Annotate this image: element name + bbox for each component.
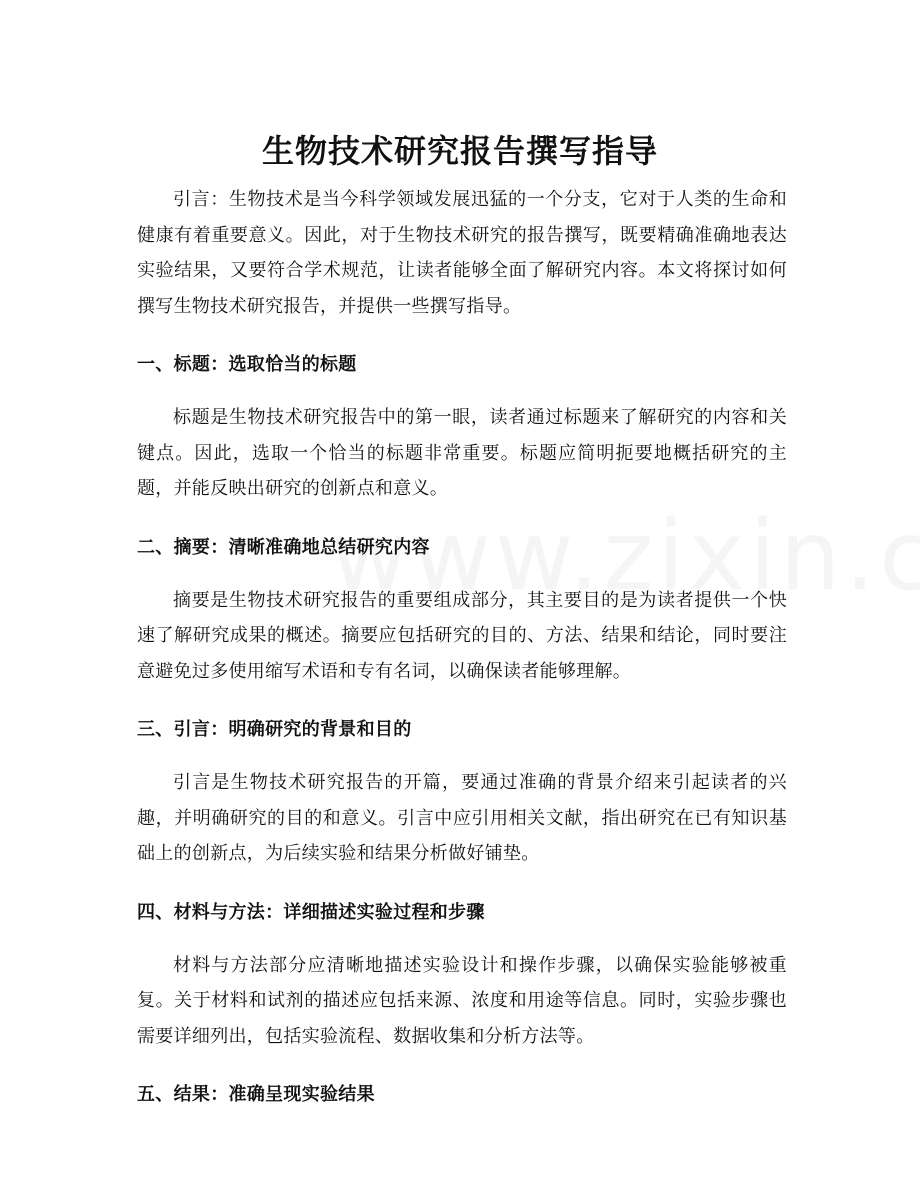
section-body-title: 标题是生物技术研究报告中的第一眼，读者通过标题来了解研究的内容和关键点。因此，选取一个恰当的标题非常重要。标题应简明扼要地概括研究的主题，并能反映出研究的创新点和意义。: [137, 407, 787, 499]
section-heading-title: 一、标题：选取恰当的标题: [137, 354, 357, 375]
section-heading-results: 五、结果：准确呈现实验结果: [137, 1084, 375, 1105]
section-heading-abstract: 二、摘要：清晰准确地总结研究内容: [137, 536, 430, 558]
section-body-methods: 材料与方法部分应清晰地描述实验设计和操作步骤，以确保实验能够被重复。关于材料和试剂的描述应包括来源、浓度和用途等信息。同时，实验步骤也需要详细列出，包括实验流程、数据收集和分析方法等。: [137, 954, 787, 1047]
section-heading-introduction: 三、引言：明确研究的背景和目的: [137, 719, 412, 740]
section-heading-methods: 四、材料与方法：详细描述实验过程和步骤: [137, 901, 485, 923]
page-title: 生物技术研究报告撰写指导: [261, 132, 658, 171]
document-body: [137, 182, 787, 1107]
section-body-introduction: 引言是生物技术研究报告的开篇，要通过准确的背景介绍来引起读者的兴趣，并明确研究的目的和意义。引言中应引用相关文献，指出研究在已有知识基础上的创新点，为后续实验和结果分析做好铺垫。: [137, 772, 787, 864]
section-body-abstract: 摘要是生物技术研究报告的重要组成部分，其主要目的是为读者提供一个快速了解研究成果的概述。摘要应包括研究的目的、方法、结果和结论，同时要注意避免过多使用缩写术语和专有名词，以确保读者能够理解。: [137, 589, 787, 682]
intro-paragraph: 引言：生物技术是当今科学领域发展迅猛的一个分支，它对于人类的生命和健康有着重要意义。因此，对于生物技术研究的报告撰写，既要精确准确地表达实验结果，又要符合学术规范，让读者能够全面了解研究内容。本文将探讨如何撰写生物技术研究报告，并提供一些撰写指导。: [137, 189, 787, 317]
